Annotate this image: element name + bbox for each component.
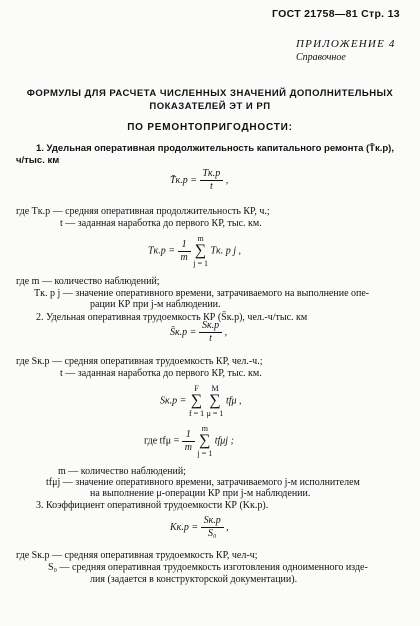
formula-5 xyxy=(144,424,234,458)
appendix-label: ПРИЛОЖЕНИЕ 4 xyxy=(296,38,396,50)
sigma-icon: ∑ xyxy=(190,392,203,409)
section-title-line2: ПОКАЗАТЕЛЕЙ ЭТ И РП xyxy=(149,101,271,112)
formula-5-prefix: где tfμ = xyxy=(144,435,180,447)
where-6b: S₀ — средняя оперативная трудоемкость изготовления одноименного изде- xyxy=(48,562,368,573)
formula-6-fraction xyxy=(201,515,224,540)
formula-3: S̄к.р = $\frac{Sк.р}{t}$ , xyxy=(170,320,228,344)
item1-heading: 1. Удельная оперативная продолжительность капитального ремонта (T̄к.р), xyxy=(36,143,394,154)
formula-5-fraction xyxy=(182,429,195,454)
formula-4-sum-outer-bottom: f = 1 xyxy=(188,409,205,418)
formula-2-den: m xyxy=(180,251,188,263)
where-2a: где m — количество наблюдений; xyxy=(16,276,160,287)
sigma-icon: ∑ xyxy=(194,242,207,259)
formula-4-sum-outer xyxy=(189,384,204,418)
formula-3-den: t xyxy=(209,333,212,344)
formula-2-fraction xyxy=(178,239,191,264)
formula-2-sum xyxy=(193,234,208,268)
where-1b: t — заданная наработка до первого КР, тыс. км. xyxy=(60,218,262,229)
item3-heading: 3. Коэффициент оперативной трудоемкости КР (Kк.р). xyxy=(36,500,269,511)
where-5b: tfμj — значение оперативного времени, затрачиваемого j-м исполнителем xyxy=(46,477,360,488)
page-header: ГОСТ 21758—81 Стр. 13 xyxy=(272,8,400,20)
formula-1: T̄к.р = $\frac{Tк.р}{t}$ , xyxy=(170,168,229,192)
section-subtitle: ПО РЕМОНТОПРИГОДНОСТИ: xyxy=(127,122,293,133)
formula-1-fraction xyxy=(200,168,224,193)
formula-2-num: 1 xyxy=(178,239,191,252)
formula-6: Kк.р = $\frac{Sк.р}{\text{S₀}}$ , xyxy=(170,515,229,539)
formula-4-sum-inner-bottom: μ = 1 xyxy=(206,409,224,418)
formula-3-fraction xyxy=(199,320,222,345)
where-2c: рации КР при j-м наблюдении. xyxy=(90,299,221,310)
where-6a: где Sк.р — средняя оперативная трудоемкость КР, чел-ч; xyxy=(16,550,258,561)
where-6c: лия (задается в конструкторской документации). xyxy=(90,574,298,585)
formula-2-lhs: Tк.р = xyxy=(148,245,175,257)
formula-3-lhs: S̄к.р = xyxy=(170,326,197,338)
formula-5-sum-top: m xyxy=(201,424,208,433)
where-5a: m — количество наблюдений; xyxy=(58,466,186,477)
formula-5-num: 1 xyxy=(182,429,195,442)
formula-2-term: Tк. р j , xyxy=(210,245,241,257)
item1-unit: ч/тыс. км xyxy=(16,155,60,166)
formula-2 xyxy=(148,234,241,268)
formula-1-num: Tк.р xyxy=(200,168,224,181)
formula-5-sum xyxy=(197,424,212,458)
where-2b: Tк. р j — значение оперативного времени, затрачиваемого на выполнение опе- xyxy=(34,288,370,299)
formula-1-lhs: T̄к.р = xyxy=(170,174,197,186)
formula-4-sum-inner xyxy=(207,384,224,418)
formula-3-num: Sк.р xyxy=(199,320,222,333)
formula-2-sum-bottom: j = 1 xyxy=(193,259,208,268)
sigma-icon: ∑ xyxy=(209,392,221,409)
formula-6-den: S₀ xyxy=(207,528,217,539)
formula-4-sum-outer-top: F xyxy=(194,384,199,393)
where-3a: где Sк.р — средняя оперативная трудоемкость КР, чел.-ч.; xyxy=(16,356,263,367)
formula-4-sum-inner-top: M xyxy=(211,384,219,393)
item2-heading: 2. Удельная оперативная трудоемкость КР (S̄к.р), чел.-ч/тыс. км xyxy=(36,312,308,323)
sigma-icon: ∑ xyxy=(199,432,211,449)
formula-4-term: tfμ , xyxy=(225,395,242,407)
formula-5-den: m xyxy=(184,441,192,453)
where-5c: на выполнение μ-операции КР при j-м наблюдении. xyxy=(90,488,311,499)
where-1a: где Tк.р — средняя оперативная продолжительность КР, ч.; xyxy=(16,206,270,217)
where-3b: t — заданная наработка до первого КР, тыс. км. xyxy=(60,368,262,379)
formula-5-term: tfμj ; xyxy=(214,435,234,447)
formula-6-lhs: Kк.р = xyxy=(170,521,199,533)
formula-1-den: t xyxy=(209,181,213,192)
formula-2-sum-top: m xyxy=(197,234,204,243)
formula-4-lhs: Sк.р = xyxy=(160,395,187,407)
section-title-line1: ФОРМУЛЫ ДЛЯ РАСЧЕТА ЧИСЛЕННЫХ ЗНАЧЕНИЙ ДОПОЛНИТЕЛЬНЫХ xyxy=(26,88,394,99)
appendix-sublabel: Справочное xyxy=(296,52,346,63)
formula-4 xyxy=(160,384,242,418)
formula-6-num: Sк.р xyxy=(201,515,224,528)
formula-5-sum-bottom: j = 1 xyxy=(197,449,213,458)
